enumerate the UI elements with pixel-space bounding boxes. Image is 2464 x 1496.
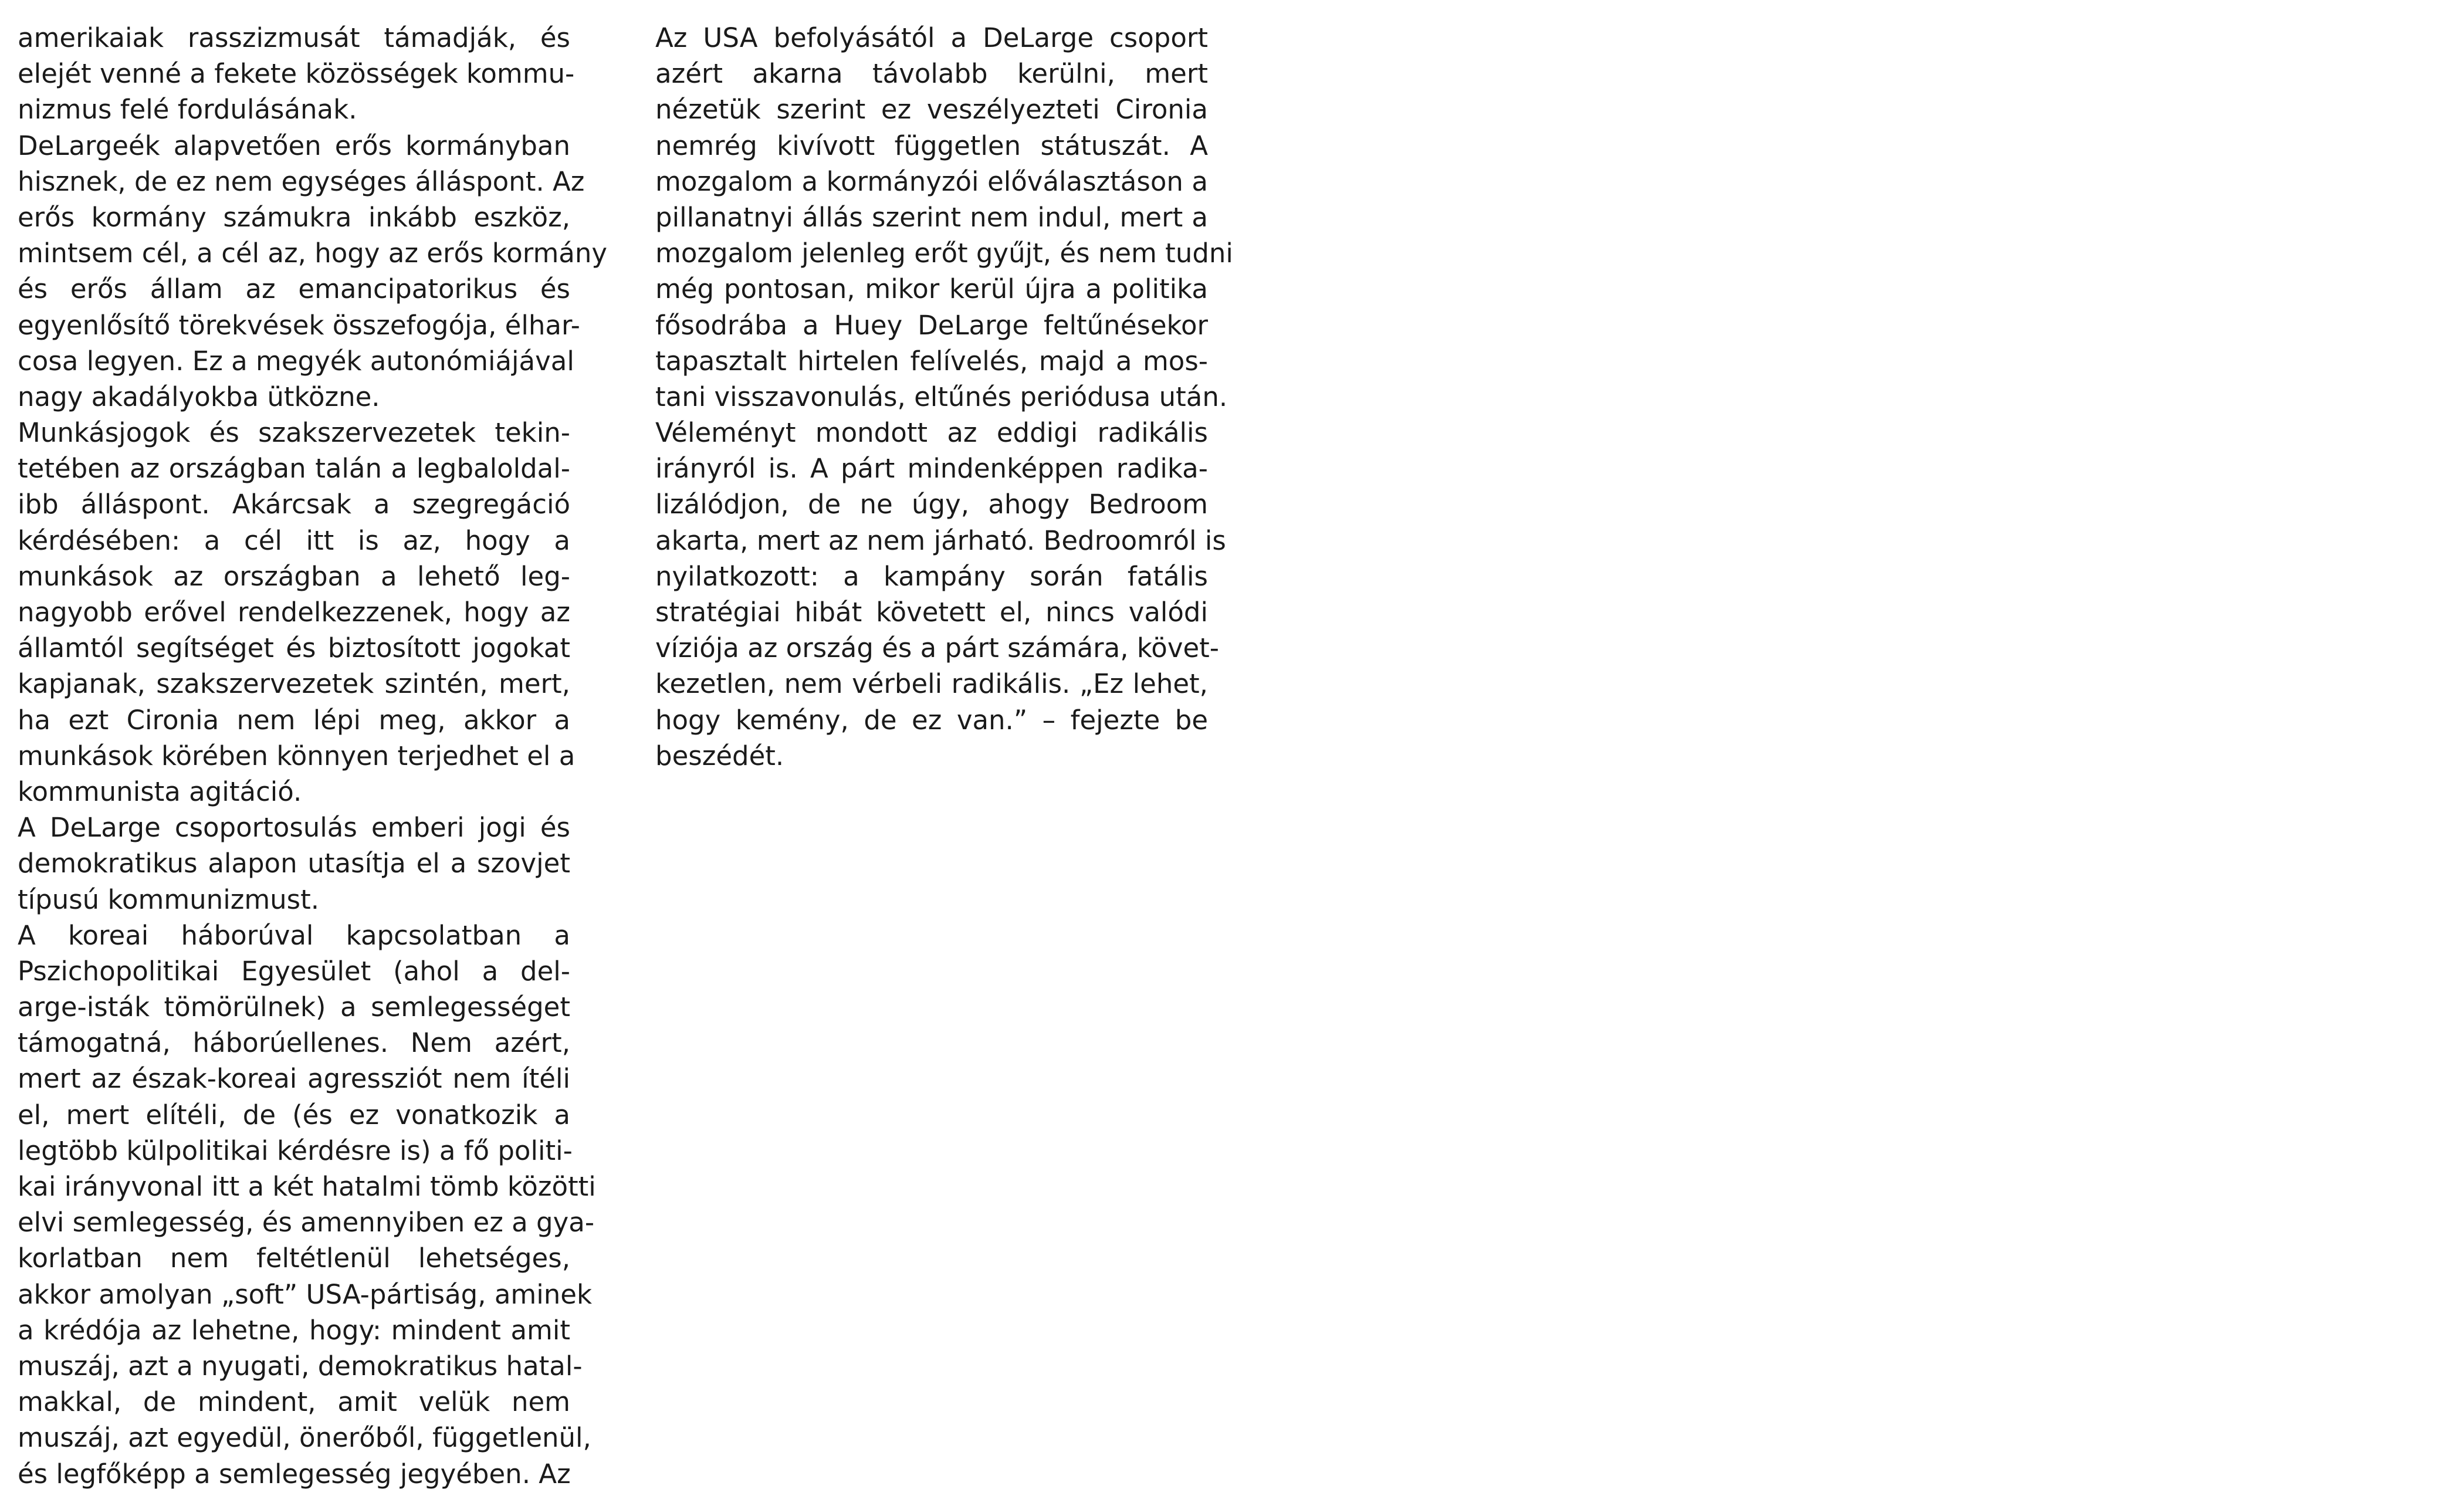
text-line: munkások körében könnyen terjedhet el a (18, 740, 576, 771)
text-line: makkal, de mindent, amit velük nem (18, 1386, 570, 1418)
text-line: elvi semlegesség, és amennyiben ez a gya- (18, 1207, 595, 1238)
text-line: államtól segítséget és biztosított jogokat (18, 632, 570, 664)
text-line: hogy kemény, de ez van.” – fejezte be (655, 704, 1208, 736)
text-line: mozgalom a kormányzói előválasztáson a (655, 165, 1208, 197)
text-line: ibb álláspont. Akárcsak a szegregáció (18, 489, 570, 520)
text-line: amerikaiak rasszizmusát támadják, és (18, 22, 570, 53)
paragraph (18, 810, 570, 918)
text-line: mert az észak-koreai agressziót nem ítéli (18, 1063, 570, 1095)
text-line: Pszichopolitikai Egyesület (ahol a del- (18, 955, 570, 987)
text-line: Véleményt mondott az eddigi radikális (655, 417, 1208, 449)
text-line: A koreai háborúval kapcsolatban a (18, 919, 570, 951)
text-line: támogatná, háborúellenes. Nem azért, (18, 1027, 570, 1059)
text-line: pillanatnyi állás szerint nem indul, mert a (655, 201, 1208, 233)
text-line: és legfőképp a semlegesség jegyében. Az (18, 1458, 571, 1490)
text-line: korlatban nem feltétlenül lehetséges, (18, 1243, 570, 1274)
left-text-column (18, 20, 608, 1492)
text-line: mintsem cél, a cél az, hogy az erős kormány (18, 238, 608, 269)
text-line: muszáj, azt a nyugati, demokratikus hatal- (18, 1350, 583, 1382)
text-line: A DeLarge csoportosulás emberi jogi és (18, 812, 570, 844)
text-line: erős kormány számukra inkább eszköz, (18, 201, 570, 233)
text-line: legtöbb külpolitikai kérdésre is) a fő politi- (18, 1135, 573, 1166)
text-line: kapjanak, szakszervezetek szintén, mert, (18, 668, 570, 700)
text-line: és erős állam az emancipatorikus és (18, 273, 570, 305)
text-line: demokratikus alapon utasítja el a szovjet (18, 848, 570, 879)
text-line: tapasztalt hirtelen felívelés, majd a mos- (655, 345, 1208, 377)
text-line: tani visszavonulás, eltűnés periódusa után. (655, 381, 1228, 412)
text-line: stratégiai hibát követett el, nincs valódi (655, 597, 1208, 628)
text-line: nizmus felé fordulásának. (18, 94, 357, 126)
paragraph (18, 20, 575, 128)
text-line: el, mert elítéli, de (és ez vonatkozik a (18, 1099, 570, 1131)
paragraph (18, 415, 576, 810)
text-line: kezetlen, nem vérbeli radikális. „Ez lehet, (655, 668, 1208, 700)
text-line: muszáj, azt egyedül, önerőből, függetlenül, (18, 1422, 591, 1454)
text-line: kérdésében: a cél itt is az, hogy a (18, 524, 570, 556)
text-line: típusú kommunizmust. (18, 884, 320, 915)
text-line: elejét venné a fekete közösségek kommu- (18, 58, 575, 90)
text-line: irányról is. A párt mindenképpen radika- (655, 453, 1208, 485)
text-line: akkor amolyan „soft” USA-pártiság, aminek (18, 1278, 593, 1310)
text-line: DeLargeék alapvetően erős kormányban (18, 130, 570, 161)
paragraph (18, 128, 608, 415)
text-line: kommunista agitáció. (18, 776, 302, 807)
text-line: kai irányvonal itt a két hatalmi tömb közötti (18, 1171, 596, 1202)
text-line: munkások az országban a lehető leg- (18, 560, 570, 592)
text-line: mozgalom jelenleg erőt gyűjt, és nem tudni (655, 238, 1233, 269)
paragraph (18, 918, 596, 1492)
paragraph (655, 20, 1233, 774)
text-line: nagyobb erővel rendelkezzenek, hogy az (18, 597, 570, 628)
text-line: nyilatkozott: a kampány során fatális (655, 560, 1208, 592)
text-line: cosa legyen. Ez a megyék autonómiájával (18, 345, 574, 377)
text-line: beszédét. (655, 740, 784, 771)
text-line: arge-isták tömörülnek) a semlegességet (18, 991, 570, 1023)
text-line: víziója az ország és a párt számára, követ- (655, 632, 1220, 664)
text-line: hisznek, de ez nem egységes álláspont. Az (18, 165, 585, 197)
text-line: Az USA befolyásától a DeLarge csoport (655, 22, 1208, 53)
text-line: azért akarna távolabb kerülni, mert (655, 58, 1208, 90)
text-line: nemrég kivívott független státuszát. A (655, 130, 1208, 161)
text-line: tetében az országban talán a legbaloldal- (18, 453, 570, 485)
right-text-column (655, 20, 1233, 774)
text-line: Munkásjogok és szakszervezetek tekin- (18, 417, 570, 449)
text-line: még pontosan, mikor kerül újra a politika (655, 273, 1208, 305)
text-line: lizálódjon, de ne úgy, ahogy Bedroom (655, 489, 1208, 520)
text-line: egyenlősítő törekvések összefogója, élhar- (18, 309, 580, 341)
text-line: ha ezt Cironia nem lépi meg, akkor a (18, 704, 570, 736)
text-line: akarta, mert az nem járható. Bedroomról is (655, 524, 1226, 556)
text-line: a krédója az lehetne, hogy: mindent amit (18, 1314, 570, 1346)
text-line: nézetük szerint ez veszélyezteti Cironia (655, 94, 1208, 126)
text-line: nagy akadályokba ütközne. (18, 381, 380, 412)
text-line: fősodrába a Huey DeLarge feltűnésekor (655, 309, 1208, 341)
